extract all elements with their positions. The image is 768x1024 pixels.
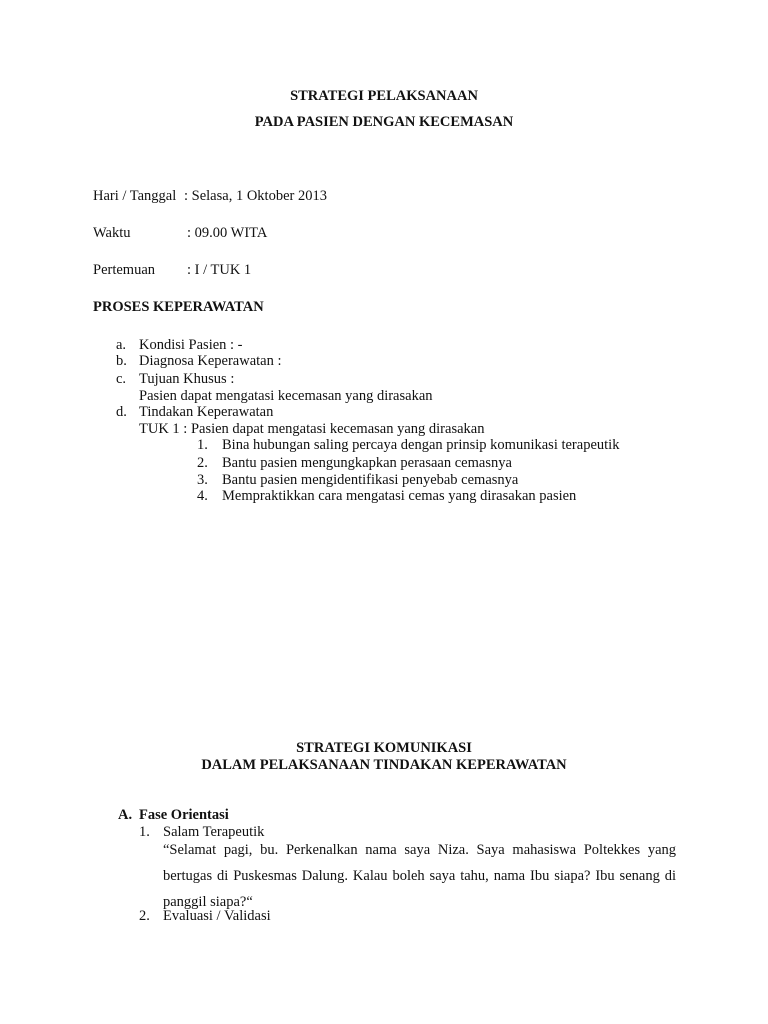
meeting-label: Pertemuan bbox=[93, 262, 156, 278]
action-number: 2. bbox=[197, 455, 208, 471]
list-item-continuation: Pasien dapat mengatasi kecemasan yang dirasakan bbox=[139, 388, 433, 404]
list-marker: c. bbox=[116, 371, 127, 387]
list-item: Diagnosa Keperawatan : bbox=[139, 353, 282, 369]
comm-title-line2: DALAM PELAKSANAAN TINDAKAN KEPERAWATAN bbox=[201, 757, 567, 773]
meeting-value: : I / TUK 1 bbox=[187, 262, 252, 278]
step-number: 2. bbox=[139, 908, 150, 924]
step-label: Evaluasi / Validasi bbox=[163, 908, 271, 924]
phase-title: Fase Orientasi bbox=[139, 807, 229, 823]
action-item: Bantu pasien mengidentifikasi penyebab cemasnya bbox=[222, 472, 519, 488]
action-number: 1. bbox=[197, 437, 208, 453]
doc-title-line1: STRATEGI PELAKSANAAN bbox=[290, 88, 478, 104]
process-heading: PROSES KEPERAWATAN bbox=[93, 299, 264, 315]
step-label: Salam Terapeutik bbox=[163, 824, 265, 840]
list-marker: a. bbox=[116, 337, 127, 353]
action-number: 4. bbox=[197, 488, 208, 504]
doc-title-line2: PADA PASIEN DENGAN KECEMASAN bbox=[254, 114, 514, 130]
list-item: Kondisi Pasien : - bbox=[139, 337, 243, 353]
list-marker: d. bbox=[116, 404, 127, 420]
action-number: 3. bbox=[197, 472, 208, 488]
list-item: Tindakan Keperawatan bbox=[139, 404, 274, 420]
list-marker: b. bbox=[116, 353, 127, 369]
tuk-line: TUK 1 : Pasien dapat mengatasi kecemasan yang dirasakan bbox=[139, 421, 485, 437]
greeting-quote: “Selamat pagi, bu. Perkenalkan nama saya Niza. Saya mahasiswa Poltekkes yang bertugas di Puskesmas Dalung. Kalau boleh saya tahu, nama Ibu siapa? Ibu senang di panggil siapa?“ bbox=[163, 842, 676, 910]
action-item: Bina hubungan saling percaya dengan prinsip komunikasi terapeutik bbox=[222, 437, 620, 453]
time-label: Waktu bbox=[93, 225, 131, 241]
action-item: Bantu pasien mengungkapkan perasaan cemasnya bbox=[222, 455, 512, 471]
date-value: : Selasa, 1 Oktober 2013 bbox=[184, 188, 327, 204]
date-label: Hari / Tanggal bbox=[93, 188, 177, 204]
phase-marker: A. bbox=[118, 807, 133, 823]
time-value: : 09.00 WITA bbox=[187, 225, 268, 241]
action-item: Mempraktikkan cara mengatasi cemas yang dirasakan pasien bbox=[222, 488, 577, 504]
comm-title-line1: STRATEGI KOMUNIKASI bbox=[296, 740, 472, 756]
step-number: 1. bbox=[139, 824, 150, 840]
list-item: Tujuan Khusus : bbox=[139, 371, 235, 387]
